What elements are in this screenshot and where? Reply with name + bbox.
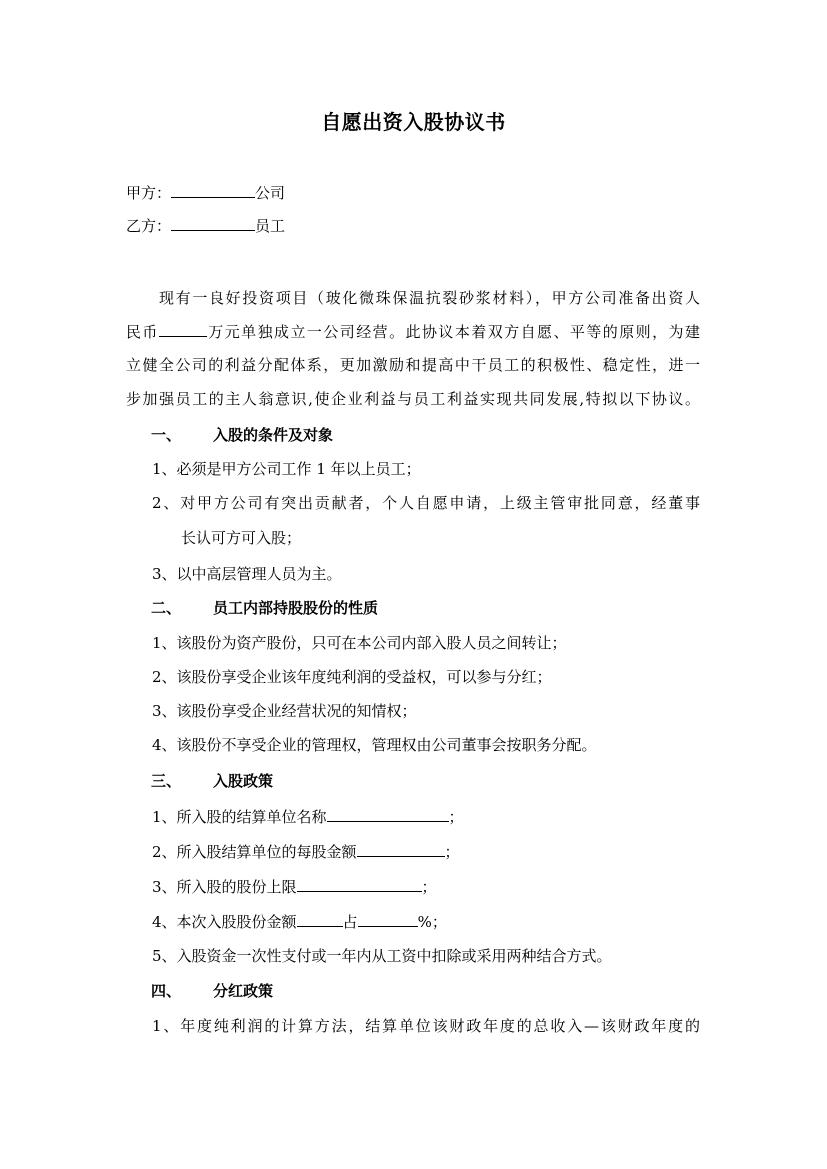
section-1-heading [151, 424, 333, 446]
section-4-heading [151, 980, 273, 1002]
intro-line-1: 现有一良好投资项目（玻化微珠保温抗裂砂浆材料），甲方公司准备出资人 [159, 289, 700, 307]
intro-line-3: 立健全公司的利益分配体系，更加激励和提高中干员工的积极性、稳定性，进一 [126, 356, 700, 374]
section-2-item-1: 1、该股份为资产股份，只可在本公司内部入股人员之间转让； [152, 634, 567, 652]
section-1-item-3: 3、以中高层管理人员为主。 [152, 565, 342, 583]
section-3-item-1 [152, 805, 464, 828]
section-3-item-5: 5、入股资金一次性支付或一年内从工资中扣除或采用两种结合方式。 [152, 947, 612, 965]
section-2-number: 二、 [151, 599, 182, 617]
section-4-item-1: 1、年度纯利润的计算方法，结算单位该财政年度的总收入—该财政年度的 [152, 1017, 700, 1035]
intro-line-2-pre: 民币 [126, 323, 159, 341]
section-3-item-3-label: 3、所入股的股份上限 [152, 878, 297, 896]
section-1-item-2a: 2、对甲方公司有突出贡献者，个人自愿申请，上级主管审批同意，经董事 [152, 494, 700, 512]
party-a-line [126, 181, 285, 204]
document-title: 自愿出资入股协议书 [321, 110, 506, 134]
section-3-item-4-label: 4、本次入股股份金额 [152, 913, 297, 931]
section-1-item-2b: 长认可方可入股； [181, 529, 302, 547]
section-2-item-3: 3、该股份享受企业经营状况的知情权； [152, 702, 417, 720]
section-2-heading [151, 597, 378, 619]
share-limit-blank [297, 875, 422, 892]
section-1-item-1: 1、必须是甲方公司工作 1 年以上员工； [152, 460, 421, 478]
section-3-item-1-end: ； [448, 808, 464, 826]
section-3-item-1-label: 1、所入股的结算单位名称 [152, 808, 327, 826]
section-3-title: 入股政策 [213, 772, 274, 790]
section-3-item-2-label: 2、所入股结算单位的每股金额 [152, 843, 357, 861]
per-share-amount-blank [357, 840, 445, 857]
intro-line-4: 步加强员工的主人翁意识,使企业利益与员工利益实现共同发展,特拟以下协议。 [126, 390, 700, 408]
section-3-item-3 [152, 875, 437, 898]
party-a-blank [171, 181, 255, 198]
share-amount-blank [297, 910, 343, 927]
party-a-label: 甲方： [126, 184, 172, 202]
section-2-title: 员工内部持股股份的性质 [213, 599, 379, 617]
section-3-item-4-end: %； [417, 913, 447, 931]
party-b-suffix: 员工 [255, 217, 286, 235]
section-3-number: 三、 [151, 772, 182, 790]
section-1-title: 入股的条件及对象 [213, 426, 334, 444]
section-3-item-3-end: ； [421, 878, 437, 896]
section-4-number: 四、 [151, 982, 182, 1000]
party-b-label: 乙方： [126, 217, 172, 235]
capital-amount-blank [159, 320, 207, 337]
section-3-item-4 [152, 910, 447, 933]
settlement-unit-name-blank [327, 805, 449, 822]
section-3-heading [151, 770, 273, 792]
section-3-item-4-mid: 占 [342, 913, 358, 931]
share-percent-blank [358, 910, 418, 927]
party-a-suffix: 公司 [255, 184, 286, 202]
intro-line-2 [126, 320, 700, 343]
section-3-item-2 [152, 840, 460, 863]
intro-line-2-post: 万元单独成立一公司经营。此协议本着双方自愿、平等的原则，为建 [206, 323, 700, 341]
section-3-item-2-end: ； [444, 843, 460, 861]
section-4-title: 分红政策 [213, 982, 274, 1000]
party-b-line [126, 214, 285, 237]
section-1-number: 一、 [151, 426, 182, 444]
section-2-item-2: 2、该股份享受企业该年度纯利润的受益权，可以参与分红； [152, 668, 552, 686]
party-b-blank [171, 214, 255, 231]
section-2-item-4: 4、该股份不享受企业的管理权，管理权由公司董事会按职务分配。 [152, 736, 597, 754]
